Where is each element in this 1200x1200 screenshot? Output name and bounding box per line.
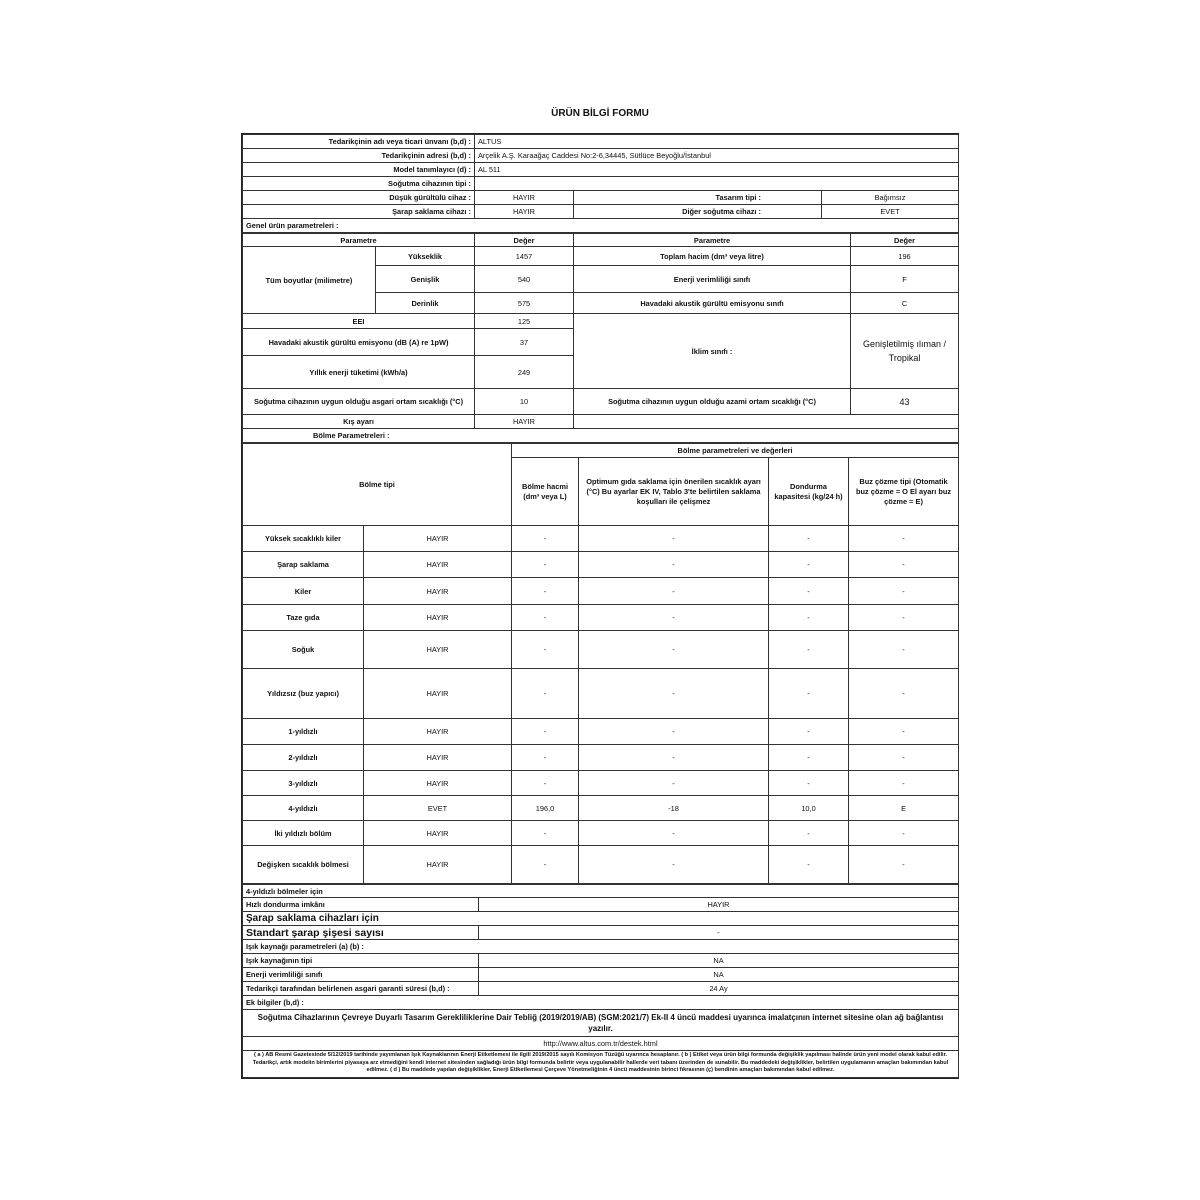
compartment-freeze: - bbox=[769, 631, 849, 669]
fast-freeze-label: Hızlı dondurma imkânı bbox=[243, 898, 479, 912]
compartment-present: HAYIR bbox=[364, 526, 512, 552]
max-ambient-temp-label: Soğutma cihazının uygun olduğu azami ortam sıcaklığı (°C) bbox=[574, 389, 851, 415]
other-cooling-value: EVET bbox=[822, 205, 959, 219]
param-header-right: Parametre bbox=[574, 234, 851, 247]
light-class-value: NA bbox=[479, 968, 959, 982]
compartment-defrost: - bbox=[849, 821, 959, 846]
compartment-present: HAYIR bbox=[364, 771, 512, 796]
compartment-present: EVET bbox=[364, 796, 512, 821]
freeze-col-header: Dondurma kapasitesi (kg/24 h) bbox=[769, 458, 849, 526]
table-row bbox=[243, 578, 959, 605]
other-cooling-label: Diğer soğutma cihazı : bbox=[574, 205, 822, 219]
compartment-volume: - bbox=[512, 821, 579, 846]
compartment-defrost: - bbox=[849, 631, 959, 669]
compartment-defrost: - bbox=[849, 526, 959, 552]
additional-table bbox=[242, 884, 959, 1078]
annual-energy-value: 249 bbox=[475, 356, 574, 389]
compartment-defrost: - bbox=[849, 578, 959, 605]
compartment-freeze: - bbox=[769, 552, 849, 578]
compartment-name: Yıldızsız (buz yapıcı) bbox=[243, 669, 364, 719]
compartment-present: HAYIR bbox=[364, 631, 512, 669]
device-type-label: Soğutma cihazının tipi : bbox=[243, 177, 475, 191]
width-value: 540 bbox=[475, 266, 574, 293]
compartment-present: HAYIR bbox=[364, 605, 512, 631]
compartment-temp: - bbox=[579, 605, 769, 631]
eei-label: EEI bbox=[243, 314, 475, 329]
compartment-name: 2-yıldızlı bbox=[243, 745, 364, 771]
general-params-table bbox=[242, 233, 959, 443]
wine-storage-value: HAYIR bbox=[475, 205, 574, 219]
winter-setting-value: HAYIR bbox=[475, 415, 574, 429]
compartment-volume: - bbox=[512, 719, 579, 745]
compartment-freeze: 10,0 bbox=[769, 796, 849, 821]
supplier-address-value: Arçelik A.Ş. Karaağaç Caddesi No:2-6,34445, Sütlüce Beyoğlu/İstanbul bbox=[475, 149, 959, 163]
total-volume-label: Toplam hacim (dm³ veya litre) bbox=[574, 247, 851, 266]
compartment-freeze: - bbox=[769, 605, 849, 631]
max-ambient-temp-value: 43 bbox=[851, 389, 959, 415]
table-row bbox=[243, 552, 959, 578]
extra-info-heading: Ek bilgiler (b,d) : bbox=[243, 996, 959, 1010]
compartment-defrost: - bbox=[849, 719, 959, 745]
compartment-name: 3-yıldızlı bbox=[243, 771, 364, 796]
supplier-name-value: ALTUS bbox=[475, 135, 959, 149]
compartment-volume: - bbox=[512, 526, 579, 552]
compartment-volume: - bbox=[512, 669, 579, 719]
compartment-defrost: E bbox=[849, 796, 959, 821]
light-source-heading: Işık kaynağı parametreleri (a) (b) : bbox=[243, 940, 959, 954]
compartment-freeze: - bbox=[769, 821, 849, 846]
compartment-values-header: Bölme parametreleri ve değerleri bbox=[512, 444, 959, 458]
compartment-volume: - bbox=[512, 578, 579, 605]
compartment-name: 1-yıldızlı bbox=[243, 719, 364, 745]
compartment-defrost: - bbox=[849, 605, 959, 631]
design-type-label: Tasarım tipi : bbox=[574, 191, 822, 205]
eei-value: 125 bbox=[475, 314, 574, 329]
compartment-type-header: Bölme tipi bbox=[243, 444, 512, 526]
compartment-name: Değişken sıcaklık bölmesi bbox=[243, 846, 364, 884]
compartment-volume: - bbox=[512, 745, 579, 771]
temp-col-header: Optimum gıda saklama için önerilen sıcaklık ayarı (°C) Bu ayarlar EK IV, Tablo 3'te belirtilen saklama koşulları ile çelişmez bbox=[579, 458, 769, 526]
compartment-name: Yüksek sıcaklıklı kiler bbox=[243, 526, 364, 552]
compartment-present: HAYIR bbox=[364, 846, 512, 884]
compartment-table bbox=[242, 443, 959, 884]
light-type-label: Işık kaynağının tipi bbox=[243, 954, 479, 968]
compartment-freeze: - bbox=[769, 526, 849, 552]
annual-energy-label: Yıllık enerji tüketimi (kWh/a) bbox=[243, 356, 475, 389]
compartment-name: Kiler bbox=[243, 578, 364, 605]
compartment-volume: 196,0 bbox=[512, 796, 579, 821]
compartment-freeze: - bbox=[769, 578, 849, 605]
device-type-value bbox=[475, 177, 959, 191]
supplier-table bbox=[242, 134, 959, 233]
compartment-params-heading: Bölme Parametreleri : bbox=[243, 429, 959, 443]
compartment-freeze: - bbox=[769, 846, 849, 884]
compartment-defrost: - bbox=[849, 771, 959, 796]
compartment-present: HAYIR bbox=[364, 552, 512, 578]
compartment-volume: - bbox=[512, 552, 579, 578]
extra-info-text: Soğutma Cihazlarının Çevreye Duyarlı Tasarım Gerekliliklerine Dair Tebliğ (2019/2019/AB) (SGM:2021/7) Ek-II 4 üncü maddesi uyarınca imalatçının internet sitesine olan ağ bağlantısı yazılır. bbox=[243, 1010, 959, 1037]
compartment-temp: - bbox=[579, 552, 769, 578]
height-label: Yükseklik bbox=[376, 247, 475, 266]
defrost-col-header: Buz çözme tipi (Otomatik buz çözme = O El ayarı buz çözme = E) bbox=[849, 458, 959, 526]
compartment-name: İki yıldızlı bölüm bbox=[243, 821, 364, 846]
product-info-form bbox=[241, 133, 959, 1079]
compartment-volume: - bbox=[512, 771, 579, 796]
footnote: ( a ) AB Resmi Gazetesinde 5/12/2019 tarihinde yayımlanan Işık Kaynaklarının Enerji Etiketlemesi ile ilgili 2019/2015 sayılı Komisyon Tüzüğü uyarınca hesaplanır. ( b ) Etiket veya ürün bilgi formunda değişiklik yapılması halinde ürün yeni model olarak kabul edilir. Tedarikçi, artık modelin birimlerini piyasaya arz etmediğini kendi internet sitesinden sağladığı ürün bilgi formunda belirtir veya uygulanabilir hallerde veri tabanı üzerinden de sunabilir. Bu maddedeki değişiklikler, belirtilen uygulamanın amaçları bakımından kabul edilmez. ( d ) Bu maddede yapılan değişiklikler, Enerji Etiketlemesi Çerçeve Yönetmeliğinin 4 üncü maddesinin birinci fıkrasının (ç) bendinin amaçları bakımından kabul edilmez. bbox=[243, 1051, 959, 1078]
noise-emission-value: 37 bbox=[475, 329, 574, 356]
table-row bbox=[243, 526, 959, 552]
warranty-value: 24 Ay bbox=[479, 982, 959, 996]
total-volume-value: 196 bbox=[851, 247, 959, 266]
depth-value: 575 bbox=[475, 293, 574, 314]
winter-setting-blank bbox=[574, 415, 959, 429]
compartment-present: HAYIR bbox=[364, 821, 512, 846]
noise-class-value: C bbox=[851, 293, 959, 314]
four-star-heading: 4-yıldızlı bölmeler için bbox=[243, 885, 959, 898]
compartment-present: HAYIR bbox=[364, 578, 512, 605]
wine-storage-label: Şarap saklama cihazı : bbox=[243, 205, 475, 219]
compartment-volume: - bbox=[512, 846, 579, 884]
low-noise-label: Düşük gürültülü cihaz : bbox=[243, 191, 475, 205]
compartment-temp: - bbox=[579, 821, 769, 846]
table-row bbox=[243, 669, 959, 719]
winter-setting-label: Kış ayarı bbox=[243, 415, 475, 429]
compartment-defrost: - bbox=[849, 846, 959, 884]
compartment-volume: - bbox=[512, 631, 579, 669]
compartment-present: HAYIR bbox=[364, 669, 512, 719]
param-header-left: Parametre bbox=[243, 234, 475, 247]
table-row bbox=[243, 821, 959, 846]
fast-freeze-value: HAYIR bbox=[479, 898, 959, 912]
supplier-name-label: Tedarikçinin adı veya ticari ünvanı (b,d) : bbox=[243, 135, 475, 149]
volume-col-header: Bölme hacmi (dm³ veya L) bbox=[512, 458, 579, 526]
model-label: Model tanımlayıcı (d) : bbox=[243, 163, 475, 177]
table-row bbox=[243, 846, 959, 884]
noise-emission-label: Havadaki akustik gürültü emisyonu (dB (A) re 1pW) bbox=[243, 329, 475, 356]
wine-bottles-label: Standart şarap şişesi sayısı bbox=[243, 926, 479, 940]
compartment-freeze: - bbox=[769, 719, 849, 745]
compartment-temp: - bbox=[579, 631, 769, 669]
table-row bbox=[243, 719, 959, 745]
table-row bbox=[243, 771, 959, 796]
compartment-name: Soğuk bbox=[243, 631, 364, 669]
compartment-name: Taze gıda bbox=[243, 605, 364, 631]
wine-bottles-value: - bbox=[479, 926, 959, 940]
wine-heading: Şarap saklama cihazları için bbox=[243, 912, 959, 926]
compartment-temp: - bbox=[579, 846, 769, 884]
compartment-defrost: - bbox=[849, 745, 959, 771]
support-link[interactable]: http://www.altus.com.tr/destek.html bbox=[243, 1037, 959, 1051]
compartment-freeze: - bbox=[769, 745, 849, 771]
compartment-temp: - bbox=[579, 669, 769, 719]
light-type-value: NA bbox=[479, 954, 959, 968]
page-title: ÜRÜN BİLGİ FORMU bbox=[551, 108, 649, 119]
compartment-temp: -18 bbox=[579, 796, 769, 821]
compartment-freeze: - bbox=[769, 669, 849, 719]
noise-class-label: Havadaki akustik gürültü emisyonu sınıfı bbox=[574, 293, 851, 314]
low-noise-value: HAYIR bbox=[475, 191, 574, 205]
compartment-temp: - bbox=[579, 771, 769, 796]
model-value: AL 511 bbox=[475, 163, 959, 177]
value-header-left: Değer bbox=[475, 234, 574, 247]
min-ambient-temp-value: 10 bbox=[475, 389, 574, 415]
height-value: 1457 bbox=[475, 247, 574, 266]
compartment-temp: - bbox=[579, 745, 769, 771]
climate-class-value: Genişletilmiş ılıman / Tropikal bbox=[851, 314, 959, 389]
design-type-value: Bağımsız bbox=[822, 191, 959, 205]
table-row bbox=[243, 796, 959, 821]
light-class-label: Enerji verimliliği sınıfı bbox=[243, 968, 479, 982]
table-row bbox=[243, 631, 959, 669]
climate-class-label: İklim sınıfı : bbox=[574, 314, 851, 389]
min-ambient-temp-label: Soğutma cihazının uygun olduğu asgari ortam sıcaklığı (°C) bbox=[243, 389, 475, 415]
compartment-temp: - bbox=[579, 526, 769, 552]
compartment-temp: - bbox=[579, 719, 769, 745]
energy-class-label: Enerji verimliliği sınıfı bbox=[574, 266, 851, 293]
table-row bbox=[243, 605, 959, 631]
compartment-present: HAYIR bbox=[364, 745, 512, 771]
energy-class-value: F bbox=[851, 266, 959, 293]
value-header-right: Değer bbox=[851, 234, 959, 247]
compartment-name: 4-yıldızlı bbox=[243, 796, 364, 821]
depth-label: Derinlik bbox=[376, 293, 475, 314]
width-label: Genişlik bbox=[376, 266, 475, 293]
compartment-volume: - bbox=[512, 605, 579, 631]
supplier-address-label: Tedarikçinin adresi (b,d) : bbox=[243, 149, 475, 163]
compartment-defrost: - bbox=[849, 552, 959, 578]
warranty-label: Tedarikçi tarafından belirlenen asgari garanti süresi (b,d) : bbox=[243, 982, 479, 996]
dimensions-label: Tüm boyutlar (milimetre) bbox=[243, 247, 376, 314]
general-params-heading: Genel ürün parametreleri : bbox=[243, 219, 959, 233]
compartment-name: Şarap saklama bbox=[243, 552, 364, 578]
compartment-freeze: - bbox=[769, 771, 849, 796]
table-row bbox=[243, 745, 959, 771]
compartment-defrost: - bbox=[849, 669, 959, 719]
compartment-present: HAYIR bbox=[364, 719, 512, 745]
compartment-temp: - bbox=[579, 578, 769, 605]
